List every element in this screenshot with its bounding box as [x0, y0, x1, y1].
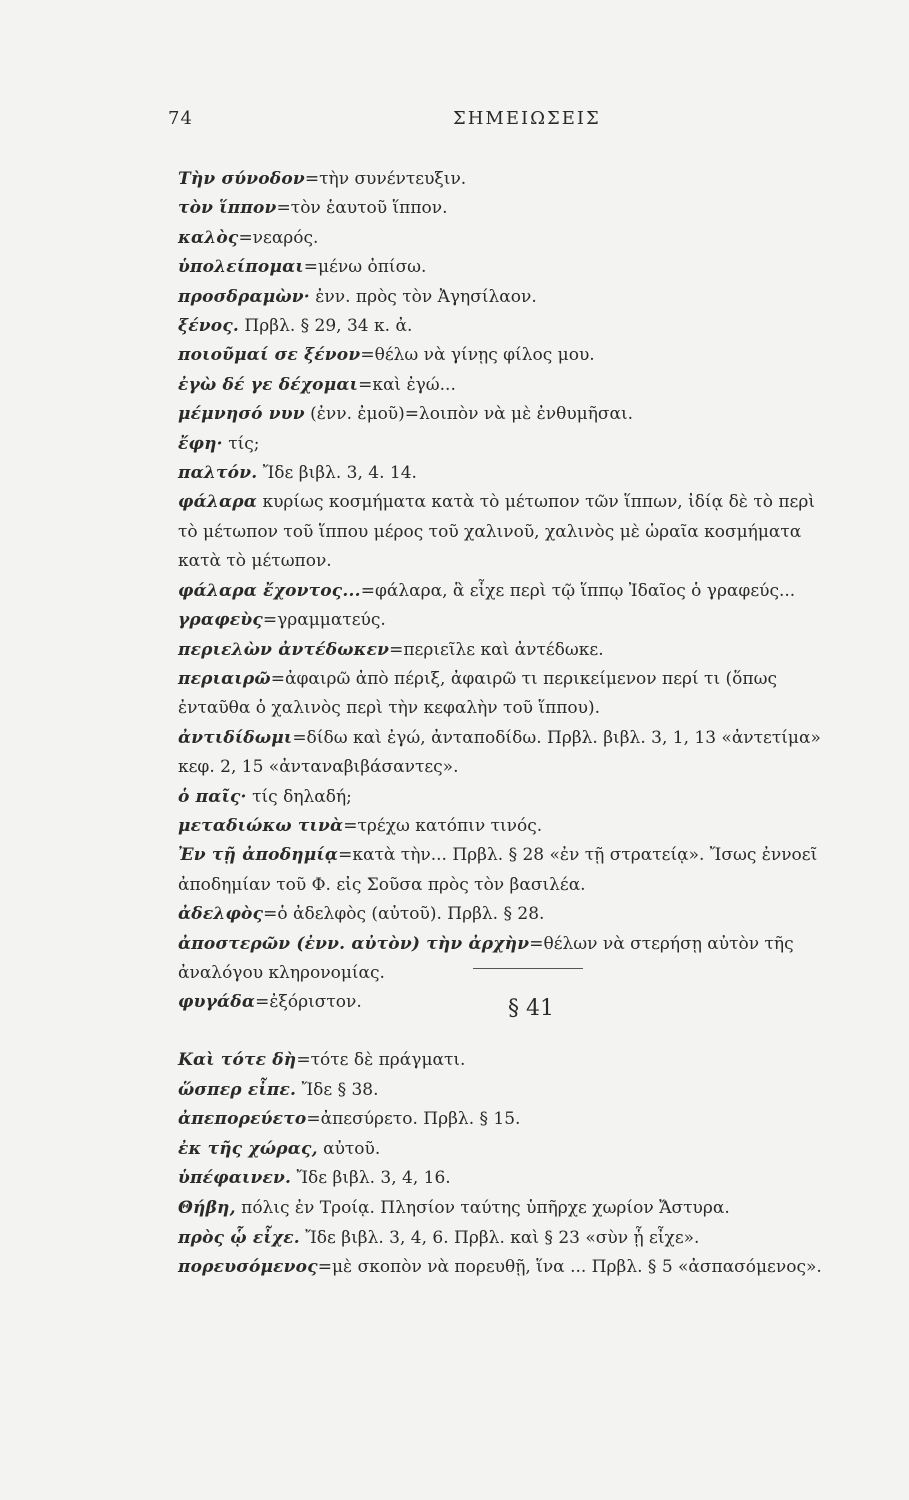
- note-entry: μέμνησό νυν (ἐνν. ἐμοῦ)=λοιπὸν νὰ μὲ ἐνθυμῆσαι.: [178, 404, 634, 425]
- note-entry: περιελὼν ἀντέδωκεν=περιεῖλε καὶ ἀντέδωκε.: [178, 639, 604, 660]
- note-entry: γραφεὺς=γραμματεύς.: [178, 610, 386, 631]
- note-entry: ὥσπερ εἶπε. Ἴδε § 38.: [178, 1079, 379, 1100]
- note-entry: φάλαρα ἔχοντος...=φάλαρα, ἃ εἶχε περὶ τῷ ἵππῳ Ἰδαῖος ὁ γραφεύς...: [178, 580, 796, 601]
- section-divider: [473, 968, 583, 969]
- note-entry: ποιοῦμαί σε ξένον=θέλω νὰ γίνῃς φίλος μου.: [178, 345, 595, 366]
- note-entry: Τὴν σύνοδον=τὴν συνέντευξιν.: [178, 169, 467, 189]
- note-entry: πρὸς ᾧ εἶχε. Ἴδε βιβλ. 3, 4, 6. Πρβλ. καὶ § 23 «σὺν ᾗ εἶχε».: [178, 1227, 700, 1248]
- note-entry: ὑπέφαινεν. Ἴδε βιβλ. 3, 4, 16.: [178, 1168, 451, 1189]
- page-number: 74: [168, 108, 193, 129]
- note-entry: ἐγὼ δέ γε δέχομαι=καὶ ἐγώ...: [178, 374, 456, 395]
- note-entry: μεταδιώκω τινὰ=τρέχω κατόπιν τινός.: [178, 815, 543, 836]
- note-entry: τὸν ἵππον=τὸν ἑαυτοῦ ἵππον.: [178, 198, 448, 219]
- note-entry: Καὶ τότε δὴ=τότε δὲ πράγματι.: [178, 1050, 466, 1070]
- note-entry: Ἐν τῇ ἀποδημίᾳ=κατὰ τὴν... Πρβλ. § 28 «ἐν τῇ στρατείᾳ». Ἴσως ἐννοεῖ ἀποδημίαν τοῦ Φ. εἰς Σοῦσα πρὸς τὸν βασιλέα.: [178, 845, 818, 895]
- running-title: ΣΗΜΕΙΩΣΕΙΣ: [453, 108, 601, 129]
- note-entry: ξένος. Πρβλ. § 29, 34 κ. ἀ.: [178, 316, 413, 337]
- page-header: [168, 108, 858, 132]
- note-entry: ἐκ τῆς χώρας, αὐτοῦ.: [178, 1138, 381, 1159]
- notes-block-1: [178, 165, 838, 1018]
- note-entry: ἔφη· τίς;: [178, 433, 260, 454]
- note-entry: παλτόν. Ἴδε βιβλ. 3, 4. 14.: [178, 463, 417, 484]
- note-entry: καλὸς=νεαρός.: [178, 227, 319, 248]
- notes-block-2: [178, 1046, 838, 1283]
- note-entry: Θήβη, πόλις ἐν Τροίᾳ. Πλησίον ταύτης ὑπῆρχε χωρίον Ἄστυρα.: [178, 1197, 730, 1218]
- note-entry: ἀντιδίδωμι=δίδω καὶ ἐγώ, ἀνταποδίδω. Πρβλ. βιβλ. 3, 1, 13 «ἀντετίμα» κεφ. 2, 15 «ἀνταναβιβάσαντες».: [178, 727, 821, 778]
- note-entry: ὁ παῖς· τίς δηλαδή;: [178, 786, 352, 807]
- note-entry: ἀπεπορεύετο=ἀπεσύρετο. Πρβλ. § 15.: [178, 1109, 521, 1130]
- note-entry: ἀδελφὸς=ὁ ἀδελφὸς (αὐτοῦ). Πρβλ. § 28.: [178, 904, 545, 925]
- note-entry: προσδραμὼν· ἐνν. πρὸς τὸν Ἀγησίλαον.: [178, 286, 537, 307]
- note-entry: φυγάδα=ἐξόριστον.: [178, 992, 362, 1013]
- section-title: § 41: [508, 996, 554, 1021]
- note-entry: πορευσόμενος=μὲ σκοπὸν νὰ πορευθῇ, ἵνα ... Πρβλ. § 5 «ἀσπασόμενος».: [178, 1257, 822, 1278]
- note-entry: περιαιρῶ=ἀφαιρῶ ἀπὸ πέριξ, ἀφαιρῶ τι περικείμενον περί τι (ὅπως ἐνταῦθα ὁ χαλινὸς περὶ τὴν κεφαλὴν τοῦ ἵππου).: [178, 668, 777, 719]
- note-entry: φάλαρα κυρίως κοσμήματα κατὰ τὸ μέτωπον τῶν ἵππων, ἰδίᾳ δὲ τὸ περὶ τὸ μέτωπον τοῦ ἵππου μέρος τοῦ χαλινοῦ, χαλινὸς μὲ ὡραῖα κοσμήματα κατὰ τὸ μέτωπον.: [178, 492, 816, 572]
- note-entry: ἀποστερῶν (ἐνν. αὐτὸν) τὴν ἀρχὴν=θέλων νὰ στερήσῃ αὐτὸν τῆς ἀναλόγου κληρονομίας.: [178, 933, 794, 983]
- note-entry: ὑπολείπομαι=μένω ὀπίσω.: [178, 257, 427, 278]
